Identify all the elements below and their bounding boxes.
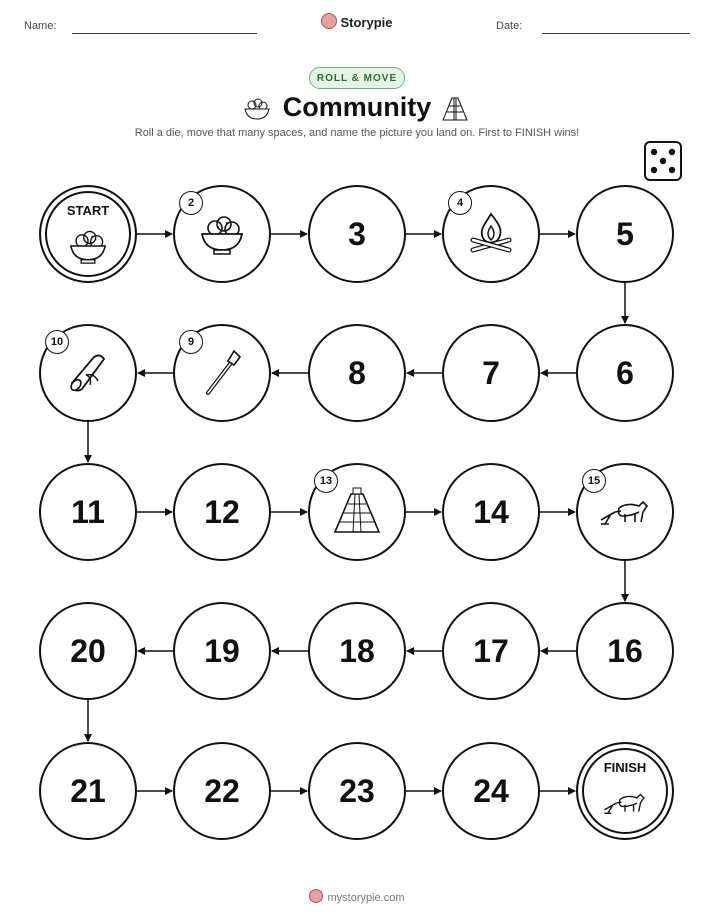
space-23: [308, 742, 406, 840]
space-4: [442, 185, 540, 283]
spear-icon: [194, 345, 250, 401]
brand-name: Storypie: [340, 15, 393, 30]
space-number: 12: [204, 493, 240, 530]
space-number: 20: [70, 632, 106, 669]
space-number: 5: [616, 215, 634, 252]
space-number: 6: [616, 354, 634, 391]
instructions: Roll a die, move that many spaces, and name the picture you land on. First to FINISH wins!: [134, 127, 580, 139]
finish-space: [576, 742, 674, 840]
space-number-badge: 13: [314, 469, 338, 493]
space-number: 8: [348, 354, 366, 391]
space-20: [39, 602, 137, 700]
storypie-logo-icon: [309, 889, 323, 903]
space-number-badge: 2: [179, 191, 203, 215]
space-number: 24: [473, 772, 509, 809]
space-number: 3: [348, 215, 366, 252]
space-19: [173, 602, 271, 700]
space-24: [442, 742, 540, 840]
pyramid-icon: [329, 484, 385, 540]
space-number: 11: [71, 493, 105, 530]
space-3: [308, 185, 406, 283]
space-label: FINISH: [603, 760, 647, 775]
space-18: [308, 602, 406, 700]
space-15: [576, 463, 674, 561]
space-number-badge: 10: [45, 330, 69, 354]
space-9: [173, 324, 271, 422]
space-17: [442, 602, 540, 700]
space-14: [442, 463, 540, 561]
space-number: 18: [339, 632, 375, 669]
space-label: START: [66, 203, 110, 218]
space-number: 17: [473, 632, 509, 669]
space-12: [173, 463, 271, 561]
space-number: 14: [473, 493, 509, 530]
ox-plow-icon: [597, 484, 653, 540]
page-title: Community: [282, 92, 432, 122]
space-number-badge: 4: [448, 191, 472, 215]
space-16: [576, 602, 674, 700]
space-22: [173, 742, 271, 840]
space-2: [173, 185, 271, 283]
fruit-bowl-icon: [194, 206, 250, 262]
footer: [0, 889, 714, 904]
space-10: [39, 324, 137, 422]
space-11: [39, 463, 137, 561]
footer-url: mystorypie.com: [327, 892, 405, 904]
space-7: [442, 324, 540, 422]
fruit-bowl-icon: [62, 222, 114, 270]
space-8: [308, 324, 406, 422]
space-number-badge: 15: [582, 469, 606, 493]
space-number: 21: [70, 772, 106, 809]
start-space: [39, 185, 137, 283]
space-number: 16: [607, 632, 643, 669]
space-number: 7: [482, 354, 500, 391]
ox-plow-icon: [599, 779, 651, 827]
scroll-icon: [60, 345, 116, 401]
space-13: [308, 463, 406, 561]
name-label: Name:: [24, 20, 57, 32]
space-5: [576, 185, 674, 283]
space-number: 23: [339, 772, 375, 809]
space-6: [576, 324, 674, 422]
date-label: Date:: [496, 20, 523, 32]
campfire-icon: [463, 206, 519, 262]
space-number-badge: 9: [179, 330, 203, 354]
space-21: [39, 742, 137, 840]
space-number: 19: [204, 632, 240, 669]
roll-and-move-tag: ROLL & MOVE: [309, 67, 405, 89]
space-number: 22: [204, 772, 240, 809]
